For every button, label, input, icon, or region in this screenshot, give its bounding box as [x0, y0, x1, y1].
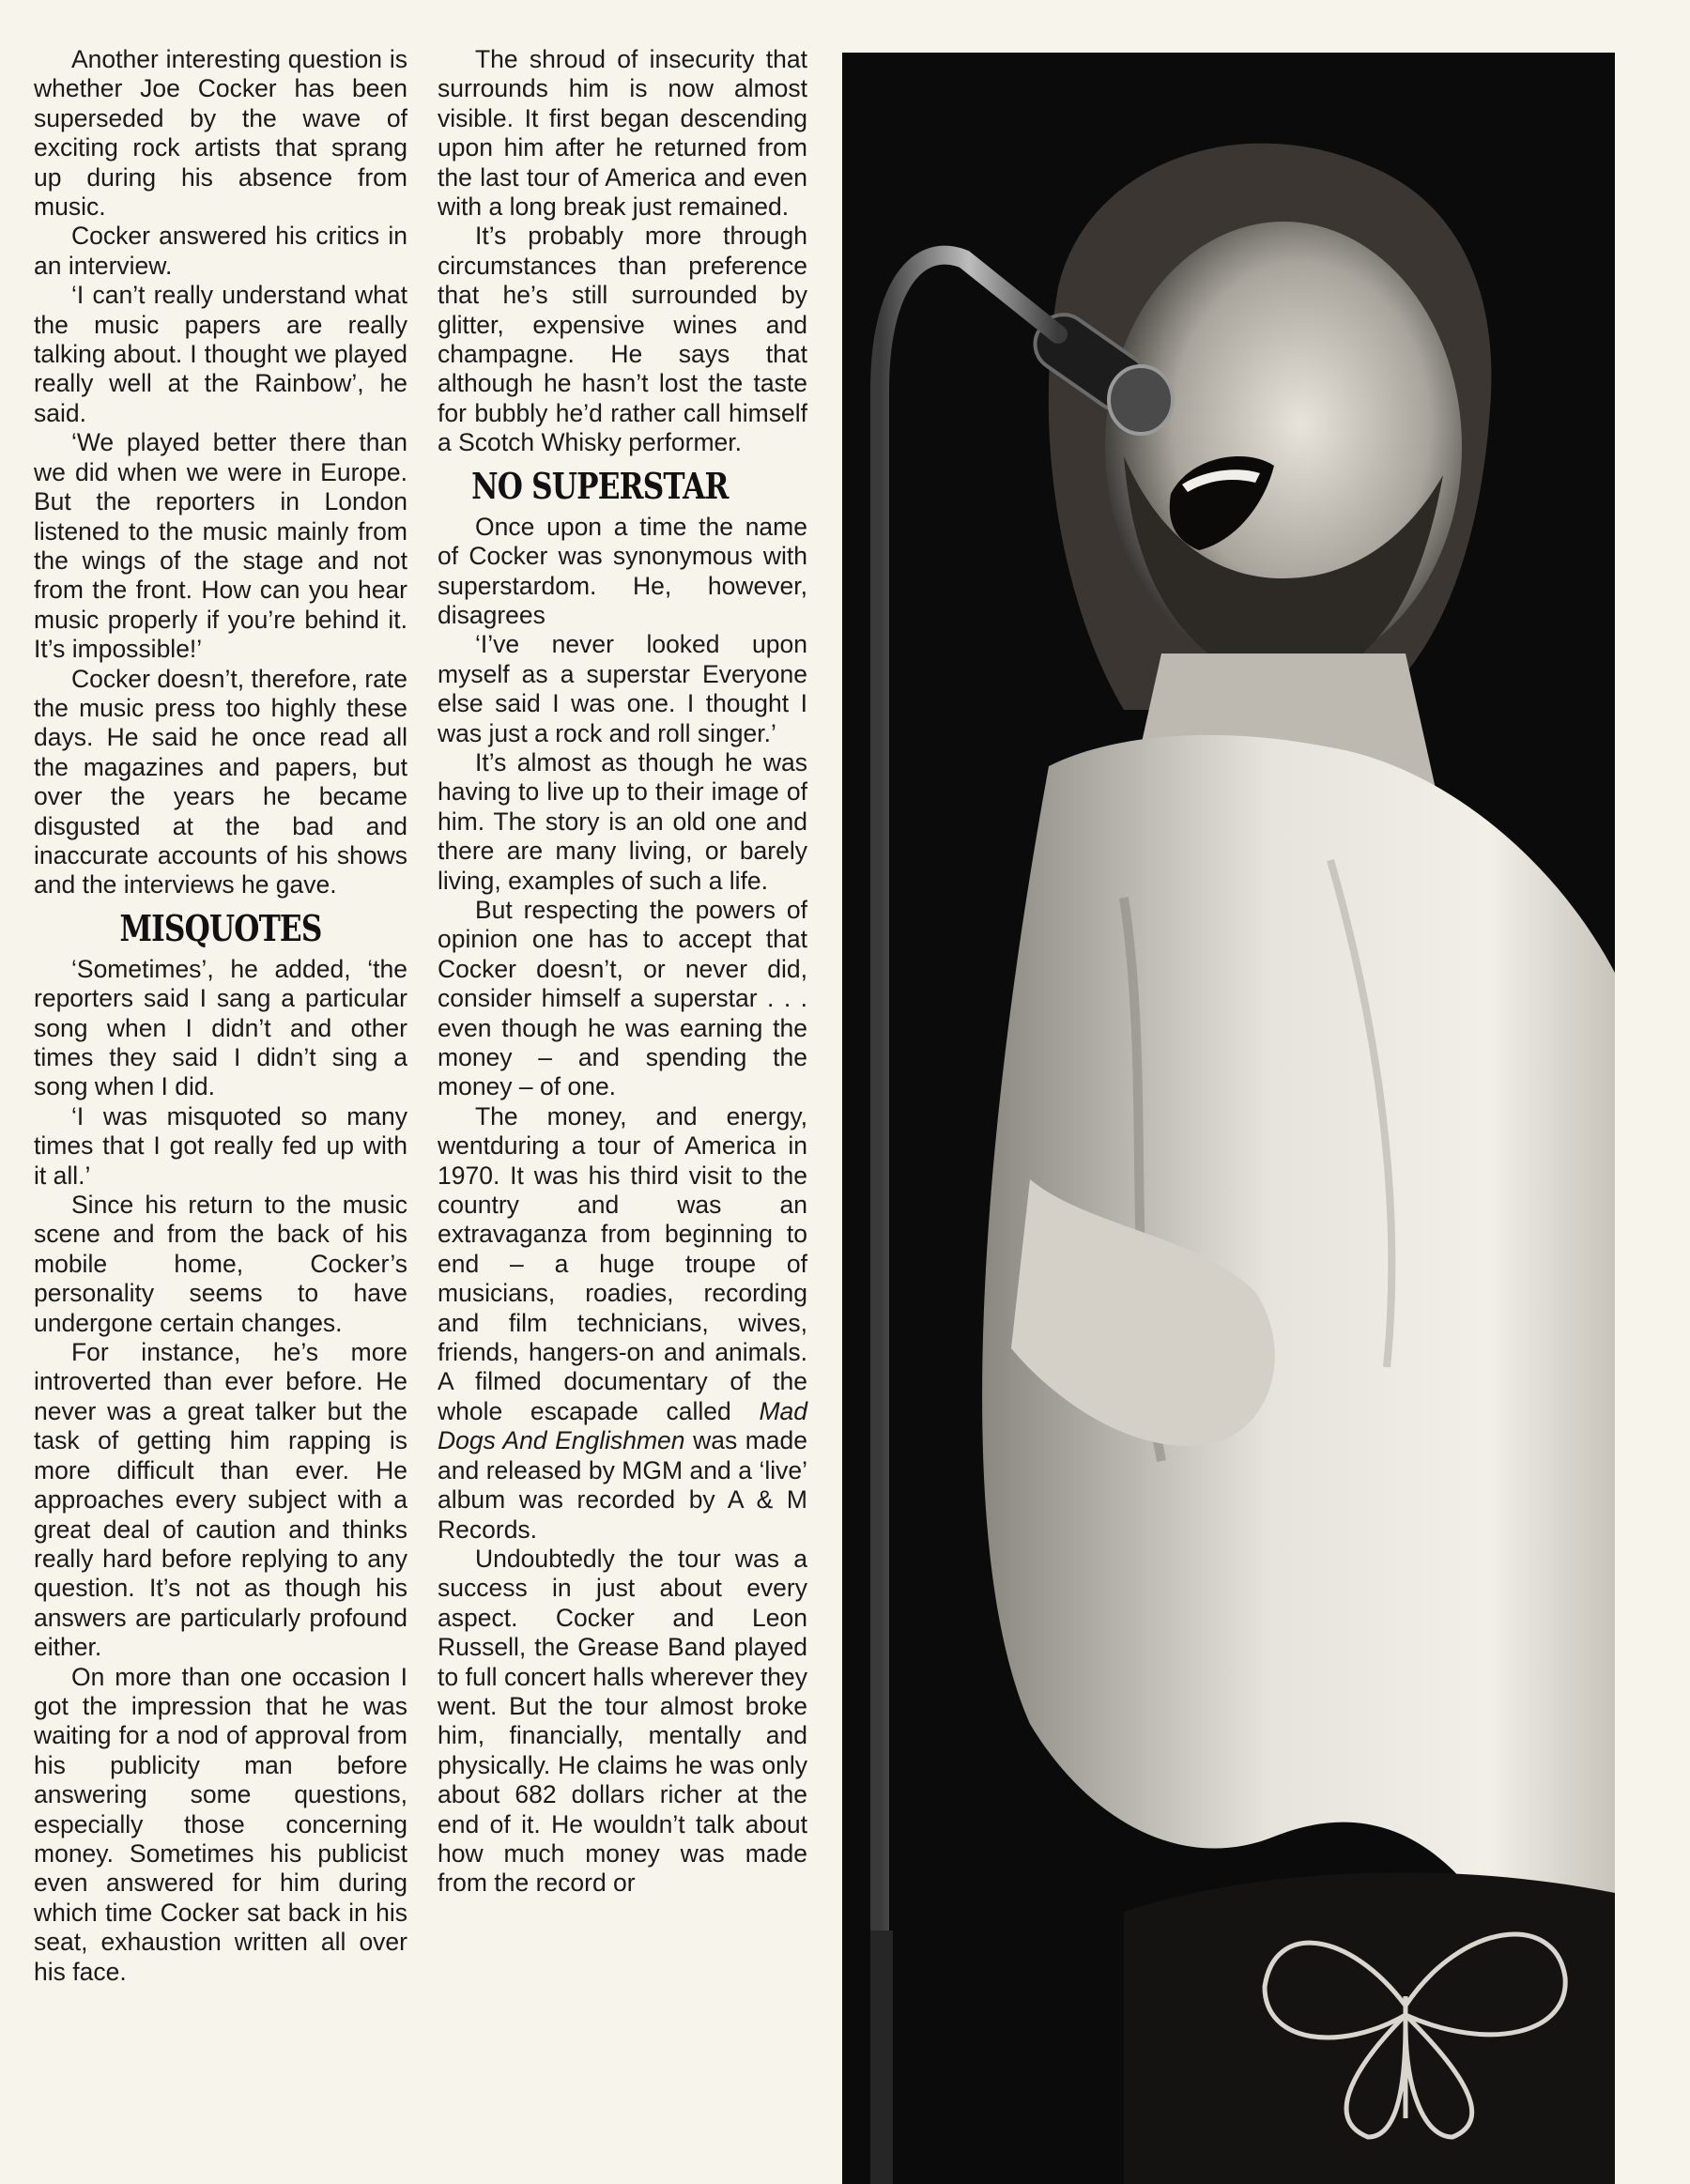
film-title: Mad Dogs And Englishmen: [438, 1396, 807, 1455]
paragraph: For instance, he’s more introverted than ever before. He never was a great talker but the task of getting him rapping is more difficult than ever. He approaches every subject with a great deal of caution and thinks really hard before replying to any question. It’s not as though his answers are particularly profound either.: [34, 1338, 407, 1662]
paragraph: Another interesting question is whether Joe Cocker has been superseded by the wave of exciting rock artists that sprang up during his absence from music.: [34, 45, 407, 222]
paragraph: It’s probably more through circumstances than preference that he’s still surrounded by glitter, expensive wines and champagne. He says that although he hasn’t lost the taste for bubbly he’d rather call himself a Scotch Whisky performer.: [438, 222, 807, 457]
article-column-1: [34, 45, 407, 1987]
article-column-2: [438, 45, 807, 1899]
section-heading-no-superstar: NO SUPERSTAR: [471, 464, 729, 507]
text-run: The money, and energy, wentduring a tour of America in 1970. It was his third visit to the country and was an extravaganza from beginning to end – a huge troupe of musicians, roadies, recording and film technicians, wives, friends, hangers-on and animals. A filmed documentary of the whole escapade called: [438, 1101, 807, 1425]
paragraph: But respecting the powers of opinion one has to accept that Cocker doesn’t, or never did, consider himself a superstar . . . even though he was earning the money – and spending the money – of one.: [438, 895, 807, 1101]
paragraph: Cocker answered his critics in an interview.: [34, 222, 407, 280]
concert-photo: [842, 53, 1615, 2184]
paragraph: Since his return to the music scene and from the back of his mobile home, Cocker’s personality seems to have undergone certain changes.: [34, 1191, 407, 1337]
singer-illustration: [842, 53, 1615, 2184]
paragraph: Once upon a time the name of Cocker was synonymous with superstardom. He, however, disagrees: [438, 512, 807, 629]
paragraph: ‘I was misquoted so many times that I got really fed up with it all.’: [34, 1101, 407, 1190]
paragraph: Cocker doesn’t, therefore, rate the music press too highly these days. He said he once read all the magazines and papers, but over the years he became disgusted at the bad and inaccurate accounts of his shows and the interviews he gave.: [34, 664, 407, 900]
paragraph: ‘We played better there than we did when we were in Europe. But the reporters in London listened to the music mainly from the wings of the stage and not from the front. How can you hear music properly if you’re behind it. It’s impossible!’: [34, 428, 407, 664]
paragraph: The shroud of insecurity that surrounds him is now almost visible. It first began descending upon him after he returned from the last tour of America and even with a long break just remained.: [438, 45, 807, 222]
paragraph: Undoubtedly the tour was a success in just about every aspect. Cocker and Leon Russell, the Grease Band played to full concert halls wherever they went. But the tour almost broke him, financially, mentally and physically. He claims he was only about 682 dollars richer at the end of it. He wouldn’t talk about how much money was made from the record or: [438, 1544, 807, 1898]
paragraph: ‘I’ve never looked upon myself as a superstar Everyone else said I was one. I thought I was just a rock and roll singer.’: [438, 630, 807, 747]
paragraph: ‘I can’t really understand what the music papers are really talking about. I thought we played really well at the Rainbow’, he said.: [34, 281, 407, 427]
paragraph: On more than one occasion I got the impression that he was waiting for a nod of approval from his publicity man before answering some questions, especially those concerning money. Sometimes his publicist even answered for him during which time Cocker sat back in his seat, exhaustion written all over his face.: [34, 1662, 407, 1986]
section-heading-misquotes: MISQUOTES: [119, 906, 322, 949]
paragraph: ‘Sometimes’, he added, ‘the reporters said I sang a particular song when I didn’t and other times they said I didn’t sing a song when I did.: [34, 954, 407, 1101]
text-run: was made and released by MGM and a ‘live’ album was recorded by A & M Records.: [438, 1426, 807, 1544]
paragraph: It’s almost as though he was having to live up to their image of him. The story is an old one and there are many living, or barely living, examples of such a life.: [438, 747, 807, 895]
paragraph: [438, 1102, 807, 1545]
